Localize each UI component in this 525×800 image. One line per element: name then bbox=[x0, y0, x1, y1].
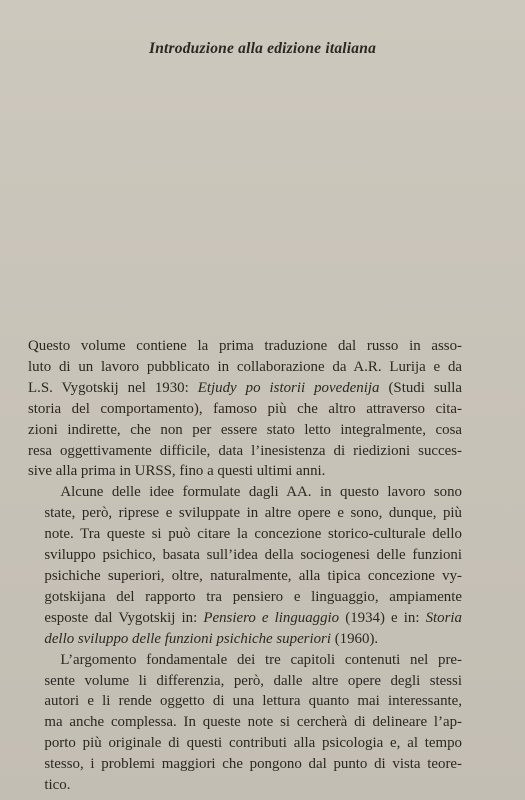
text-line bbox=[28, 524, 462, 545]
text-line bbox=[28, 650, 462, 671]
text-run: sive alla prima in URSS, fino a questi ultimi anni. bbox=[28, 463, 326, 480]
text-run: stesso, i problemi maggiori che pongono dal punto di vista teore- bbox=[44, 756, 462, 773]
text-run: resa oggettivamente difficile, data l’inesistenza di riedizioni succes- bbox=[28, 442, 462, 459]
text-run: sente volume li differenzia, però, dalle altre opere degli stessi bbox=[44, 672, 462, 689]
text-line bbox=[28, 712, 462, 733]
text-run: esposte dal Vygotskij in: bbox=[44, 609, 204, 626]
text-run: note. Tra queste si può citare la concezione storico-culturale dello bbox=[44, 526, 462, 543]
page-title: Introduzione alla edizione italiana bbox=[148, 40, 377, 57]
text-line bbox=[28, 420, 462, 441]
text-line bbox=[28, 545, 462, 566]
text-run: porto più originale di questi contributi alla psicologia e, al tempo bbox=[44, 735, 462, 752]
text-run: storia del comportamento), famoso più che altro attraverso cita- bbox=[28, 400, 462, 417]
text-line bbox=[28, 691, 462, 712]
text-run: zioni indirette, che non per essere stato letto integralmente, cosa bbox=[28, 421, 462, 438]
text-line bbox=[28, 608, 462, 629]
text-run: Alcune delle idee formulate dagli AA. in questo lavoro sono bbox=[60, 484, 462, 501]
text-line bbox=[28, 378, 462, 399]
text-line bbox=[28, 566, 462, 587]
book-title-italic: Storia bbox=[425, 609, 462, 626]
text-line bbox=[28, 441, 462, 462]
text-line bbox=[28, 754, 462, 775]
text-run: (1934) e in: bbox=[339, 609, 426, 626]
text-line bbox=[28, 399, 462, 420]
text-line bbox=[28, 482, 462, 503]
text-line bbox=[28, 357, 462, 378]
text-run: (1960). bbox=[330, 630, 379, 647]
book-title-italic: Pensiero e linguaggio bbox=[203, 609, 340, 626]
text-line bbox=[28, 461, 462, 482]
text-run: luto di un lavoro pubblicato in collaborazione da A.R. Lurija e da bbox=[28, 358, 462, 375]
text-run: tico. bbox=[44, 777, 71, 794]
text-run: psichiche superiori, oltre, naturalmente, alla tipica concezione vy- bbox=[44, 567, 462, 584]
text-line bbox=[28, 733, 462, 754]
paragraph-1 bbox=[28, 336, 462, 482]
text-line bbox=[28, 503, 462, 524]
text-run: state, però, riprese e sviluppate in altre opere e sono, dunque, più bbox=[44, 505, 462, 522]
text-run: gotskijana del rapporto tra pensiero e linguaggio, ampiamente bbox=[44, 588, 462, 605]
text-run: (Studi sulla bbox=[379, 379, 462, 396]
text-run: autori e li rende oggetto di una lettura quanto mai interessante, bbox=[44, 693, 462, 710]
text-run: Questo volume contiene la prima traduzione dal russo in asso- bbox=[28, 338, 462, 354]
text-line bbox=[28, 671, 462, 692]
text-line bbox=[28, 587, 462, 608]
body-text bbox=[28, 336, 462, 796]
book-title-italic: dello sviluppo delle funzioni psichiche superiori bbox=[44, 630, 331, 647]
text-run: L’argomento fondamentale dei tre capitoli contenuti nel pre- bbox=[60, 651, 462, 668]
text-run: sviluppo psichico, basata sull’idea della sociogenesi delle funzioni bbox=[44, 547, 462, 564]
paragraph-2 bbox=[28, 482, 462, 649]
text-line bbox=[28, 775, 462, 796]
text-line bbox=[28, 629, 462, 650]
paragraph-3 bbox=[28, 650, 462, 796]
text-run: ma anche complessa. In queste note si cercherà di delineare l’ap- bbox=[44, 714, 462, 731]
text-run: L.S. Vygotskij nel 1930: bbox=[28, 379, 198, 396]
text-line bbox=[28, 336, 462, 357]
book-title-italic: Etjudy po istorii povedenija bbox=[197, 379, 380, 396]
